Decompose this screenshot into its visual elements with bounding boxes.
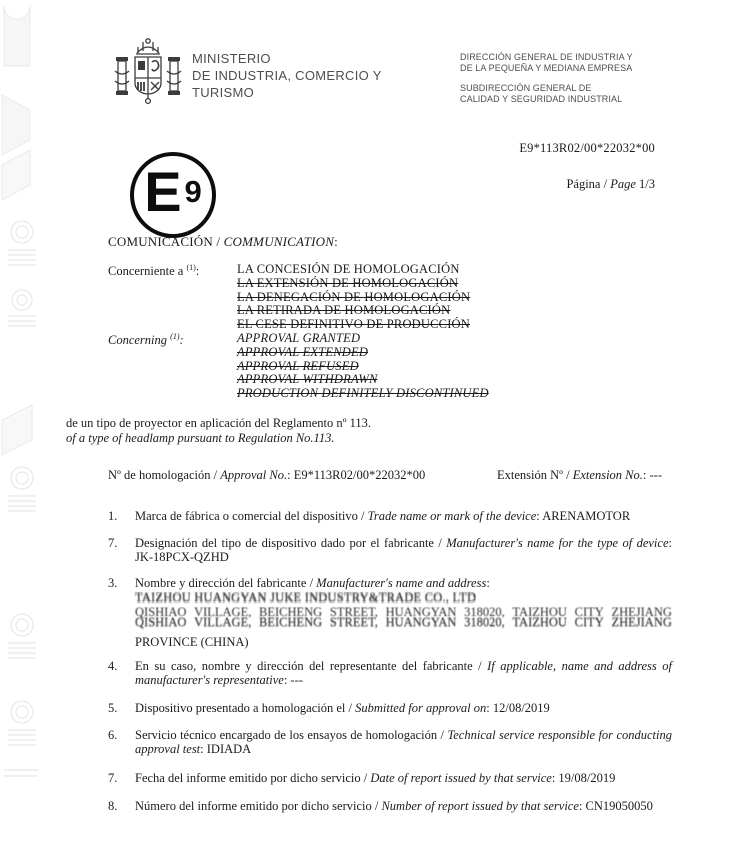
footnote-ref: (1) — [186, 263, 196, 272]
e-mark-letter: E — [144, 160, 182, 223]
footnote-ref: (1) — [170, 332, 180, 341]
ministry-line: DE INDUSTRIA, COMERCIO Y — [192, 68, 382, 83]
item-number: 7. — [108, 536, 118, 550]
item-number: 7. — [108, 771, 118, 785]
representative-value: : --- — [283, 673, 303, 687]
subject-es: de un tipo de proyector en aplicación del Reglamento nº 113. — [66, 416, 372, 430]
concerniente-label: Concerniente a $^{(1)}$: — [108, 263, 200, 278]
technical-service-value: : IDIADA — [200, 742, 252, 756]
item-number: 3. — [108, 576, 118, 590]
item-number: 6. — [108, 728, 118, 742]
manufacturer-name-blurred: TAIZHOU HUANGYAN JUKE INDUSTRY&TRADE CO., LTD — [135, 590, 477, 604]
concerning-label: Concerning $^{(1)}$: — [108, 332, 184, 347]
option-retirada: LA RETIRADA DE HOMOLOGACIÓN — [237, 303, 451, 318]
direction-general-line: DE LA PEQUEÑA Y MEDIANA EMPRESA — [460, 63, 633, 73]
item-representative: 4. En su caso, nombre y dirección del representante del fabricante / If applicable, name and address of manufacturer's representative: --- — [108, 659, 672, 687]
page-indicator — [566, 177, 655, 192]
concerning-options — [237, 332, 489, 401]
e-mark-number: 9 — [184, 173, 202, 209]
scan-edge-artifact — [0, 0, 46, 852]
item-report-date: 7. Fecha del informe emitido por dicho servicio / Date of report issued by that service: 19/08/2019 — [108, 771, 616, 785]
ministry-line: MINISTERIO — [192, 51, 271, 66]
manufacturer-country: PROVINCE (CHINA) — [135, 635, 249, 649]
item-number: 5. — [108, 701, 118, 715]
communication-en: COMMUNICATION — [223, 234, 335, 249]
item-report-number: 8. Número del informe emitido por dicho servicio / Number of report issued by that service: CN19050050 — [108, 799, 653, 813]
directorate-block — [460, 52, 633, 105]
subdirection-line: SUBDIRECCIÓN GENERAL DE — [460, 83, 592, 93]
option-denegacion: LA DENEGACIÓN DE HOMOLOGACIÓN — [237, 289, 471, 304]
option-extended: APPROVAL EXTENDED — [237, 344, 369, 359]
approval-number: Nº de homologación / Approval No.: E9*113R02/00*22032*00 — [108, 468, 426, 482]
subdirection-line: CALIDAD Y SEGURIDAD INDUSTRIAL — [460, 94, 623, 104]
item-submission-date: 5. Dispositivo presentado a homologación el / Submitted for approval on: 12/08/2019 — [108, 701, 550, 715]
option-extension: LA EXTENSIÓN DE HOMOLOGACIÓN — [237, 275, 459, 290]
option-discontinued: PRODUCTION DEFINITELY DISCONTINUED — [237, 386, 489, 401]
submission-date-value: : 12/08/2019 — [486, 701, 550, 715]
item-number: 4. — [108, 659, 118, 673]
option-granted: APPROVAL GRANTED — [237, 331, 361, 345]
report-number-value: : CN19050050 — [578, 799, 653, 813]
items-list — [108, 509, 672, 813]
option-refused: APPROVAL REFUSED — [237, 358, 359, 373]
subject-en: of a type of headlamp pursuant to Regulation No.113. — [66, 430, 335, 445]
item-trade-name: 1. Marca de fábrica o comercial del dispositivo / Trade name or mark of the device: ARENAMOTOR — [108, 509, 631, 523]
item-number: 1. — [108, 509, 118, 523]
direction-general-line: DIRECCIÓN GENERAL DE INDUSTRIA Y — [460, 52, 633, 62]
item-type-designation: 7. Designación del tipo de dispositivo dado por el fabricante / Manufacturer's name for the type of device: JK-18PCX-QZHD — [108, 536, 672, 564]
page-value: 1/3 — [635, 177, 655, 191]
item-manufacturer-address: 3. Nombre y dirección del fabricante / Manufacturer's name and address: TAIZHOU HUANGYAN JUKE INDUSTRY&TRADE CO., LTD QISHIAO VILLAGE, BEICHENG STREET, HUANGYAN 318020, TAIZHOU CITY ZHEJIANG QISHIAO VILLAGE, BEICHENG STREET, HUANGYAN 318020, TAIZHOU CITY ZHEJIANG PROVINCE (CHINA) — [108, 576, 672, 649]
page-label-es: Página / — [566, 177, 611, 191]
manufacturer-address-doubled: QISHIAO VILLAGE, BEICHENG STREET, HUANGYAN 318020, TAIZHOU CITY ZHEJIANG QISHIAO VILLAGE, BEICHENG STREET, HUANGYAN 318020, TAIZHOU CITY ZHEJIANG — [135, 605, 672, 629]
e9-approval-mark — [130, 152, 216, 238]
option-cese: EL CESE DEFINITIVO DE PRODUCCIÓN — [237, 317, 471, 332]
option-concesion: LA CONCESIÓN DE HOMOLOGACIÓN — [237, 262, 460, 276]
communication-heading — [108, 234, 338, 250]
item-number: 8. — [108, 799, 118, 813]
item-technical-service: 6. Servicio técnico encargado de los ensayos de homologación / Technical service responsible for conducting approval test: IDIADA — [108, 728, 672, 756]
communication-es: COMUNICACIÓN / — [108, 234, 224, 249]
option-withdrawn: APPROVAL WITHDRAWN — [237, 372, 378, 387]
ministry-title — [192, 50, 382, 101]
approval-code-header: E9*113R02/00*22032*00 — [519, 141, 655, 155]
spain-coat-of-arms — [111, 37, 185, 117]
subject-paragraph — [66, 416, 371, 445]
report-date-value: : 19/08/2019 — [551, 771, 616, 785]
trade-name-value: : ARENAMOTOR — [536, 509, 631, 523]
page-label-en: Page — [610, 177, 636, 191]
extension-number: Extensión Nº / Extension No.: --- — [497, 468, 662, 482]
concerniente-options — [237, 263, 470, 332]
communication-colon: : — [334, 234, 338, 249]
type-designation-value: JK-18PCX-QZHD — [135, 550, 229, 564]
ministry-line: TURISMO — [192, 85, 255, 100]
